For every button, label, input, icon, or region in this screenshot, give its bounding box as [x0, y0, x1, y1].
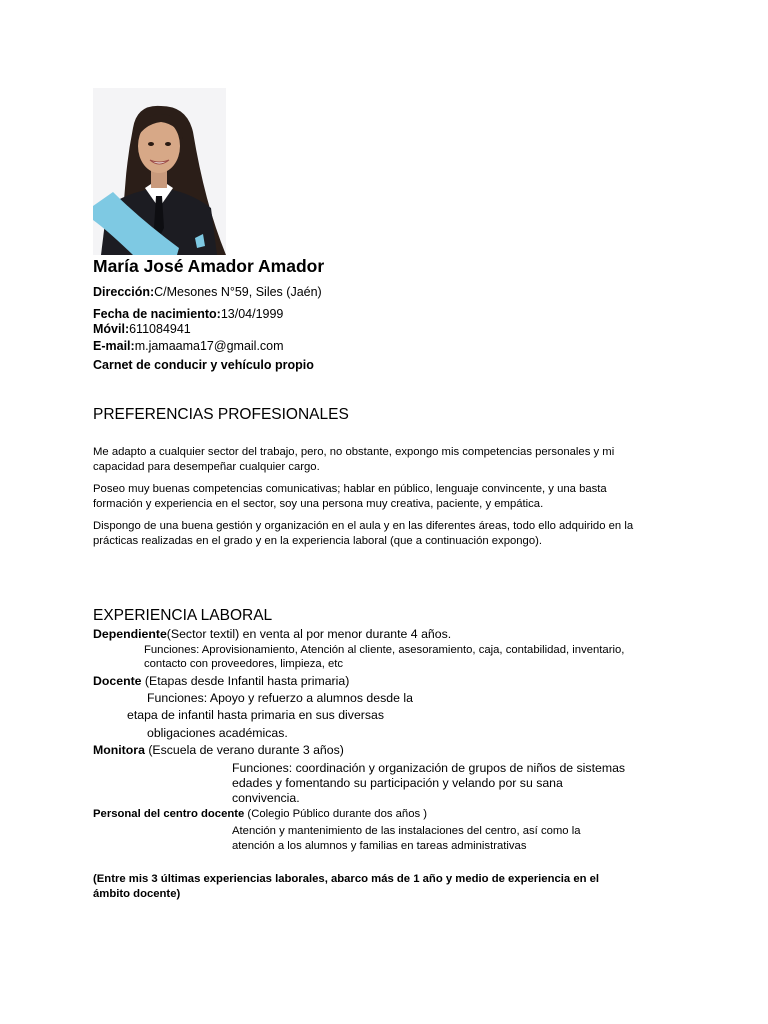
- job-detail: (Escuela de verano durante 3 años): [144, 743, 344, 757]
- job-functions-line: etapa de infantil hasta primaria en sus diversas: [127, 708, 385, 722]
- birth-line: [93, 307, 283, 321]
- job-role: Docente: [93, 674, 142, 688]
- profile-photo: [93, 88, 226, 255]
- job-detail: (Colegio Público durante dos años ): [244, 808, 428, 820]
- experience-note: (Entre mis 3 últimas experiencias laborales, abarco más de 1 año y medio de experiencia en el ámbito docente): [93, 873, 600, 900]
- email-value: m.jamaama17@gmail.com: [134, 339, 284, 353]
- job-detail: (Sector textil) en venta al por menor durante 4 años.: [166, 627, 452, 641]
- mobile-label: Móvil:: [93, 322, 130, 336]
- job-monitora: [93, 743, 344, 757]
- job-functions-line: obligaciones académicas.: [147, 726, 288, 740]
- job-role: Monitora: [93, 743, 145, 757]
- job-detail: (Etapas desde Infantil hasta primaria): [141, 674, 350, 688]
- job-personal-centro: [93, 807, 427, 822]
- preferences-title: PREFERENCIAS PROFESIONALES: [93, 406, 349, 423]
- portrait-image: [93, 88, 226, 255]
- driving-license: Carnet de conducir y vehículo propio: [93, 358, 314, 372]
- job-functions-line: Funciones: coordinación y organización de grupos de niños de sistemas: [232, 761, 626, 775]
- job-dependiente: [93, 627, 451, 641]
- candidate-name: María José Amador Amador: [93, 256, 325, 276]
- job-functions-line: Funciones: Aprovisionamiento, Atención al cliente, asesoramiento, caja, contabilidad, inventario,: [144, 644, 625, 656]
- mobile-line: [93, 322, 191, 336]
- job-functions-line: edades y fomentando su participación y velando por su sana: [232, 776, 563, 790]
- job-functions-line: contacto con proveedores, limpieza, etc: [144, 658, 344, 670]
- preference-paragraph: Me adapto a cualquier sector del trabajo, pero, no obstante, expongo mis competencias personales y mi capacidad para desempeñar cualquier cargo.: [93, 446, 615, 473]
- job-role: Personal del centro docente: [93, 808, 245, 820]
- job-functions-line: convivencia.: [232, 791, 300, 805]
- address-label: Dirección:: [93, 285, 155, 299]
- job-functions-line: Atención y mantenimiento de las instalaciones del centro, así como la: [232, 825, 581, 837]
- address-value: C/Mesones N°59, Siles (Jaén): [154, 285, 322, 299]
- mobile-value: 611084941: [129, 322, 191, 336]
- preference-paragraph: Dispongo de una buena gestión y organización en el aula y en las diferentes áreas, todo ello adquirido en la prácticas realizadas en el grado y en la experiencia laboral (que a continuación expongo).: [93, 520, 634, 547]
- email-line: [93, 339, 284, 353]
- job-docente: [93, 674, 349, 688]
- address-line: [93, 285, 322, 299]
- job-functions-line: atención a los alumnos y familias en tareas administrativas: [232, 840, 527, 852]
- email-label: E-mail:: [93, 339, 135, 353]
- experience-title: EXPERIENCIA LABORAL: [93, 607, 273, 624]
- birth-value: 13/04/1999: [220, 307, 284, 321]
- preference-paragraph: Poseo muy buenas competencias comunicativas; hablar en público, lenguaje convincente, y una basta formación y experiencia en el sector, soy una persona muy creativa, paciente, y empática.: [93, 483, 607, 510]
- job-functions-line: Funciones: Apoyo y refuerzo a alumnos desde la: [147, 691, 413, 705]
- birth-label: Fecha de nacimiento:: [93, 307, 221, 321]
- job-role: Dependiente: [93, 627, 167, 641]
